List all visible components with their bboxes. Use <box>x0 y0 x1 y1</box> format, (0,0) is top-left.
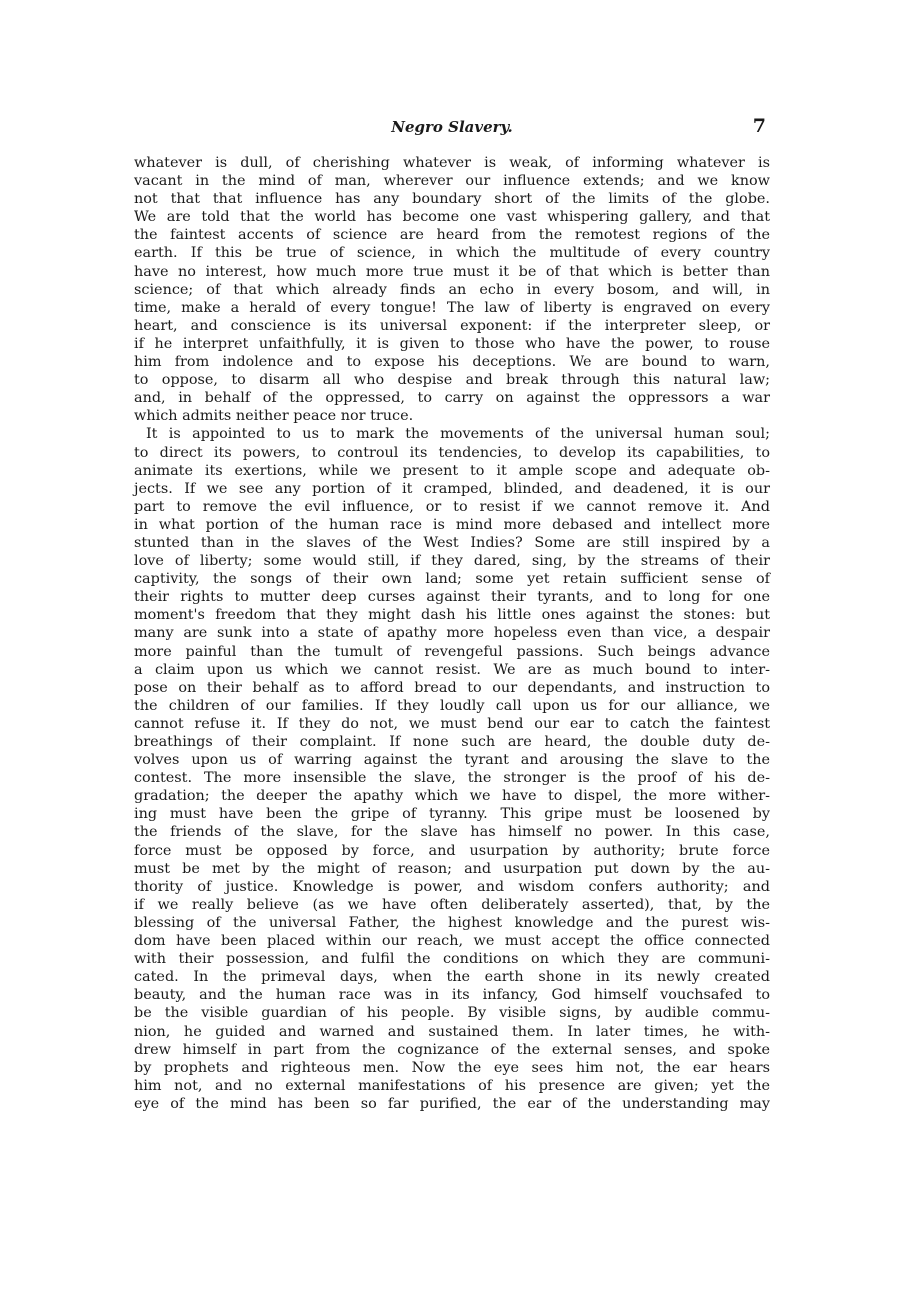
running-title: Negro Slavery. <box>391 118 513 136</box>
text-line: science; of that which already finds an echo in every bosom, and will, in <box>134 281 770 298</box>
book-page <box>134 115 770 1113</box>
text-line: the children of our families. If they loudly call upon us for our alliance, we <box>134 697 770 714</box>
text-line: cannot refuse it. If they do not, we must bend our ear to catch the faintest <box>134 715 770 732</box>
text-line: part to remove the evil influence, or to resist if we cannot remove it. And <box>134 498 770 515</box>
text-line: breathings of their complaint. If none such are heard, the double duty de- <box>134 734 770 750</box>
text-line: moment's freedom that they might dash his little ones against the stones: but <box>134 607 770 624</box>
text-line: their rights to mutter deep curses against their tyrants, and to long for one <box>134 589 770 606</box>
text-line: with their possession, and fulfil the conditions on which they are communi- <box>134 951 770 968</box>
paragraph <box>134 154 770 425</box>
text-line: a claim upon us which we cannot resist. We are as much bound to inter- <box>134 661 770 678</box>
text-line: him from indolence and to expose his deceptions. We are bound to warn, <box>134 354 770 371</box>
text-line: not that that influence has any boundary short of the limits of the globe. <box>134 191 770 208</box>
text-line: the faintest accents of science are heard from the remotest regions of the <box>134 227 770 244</box>
text-line: have no interest, how much more true must it be of that which is better than <box>134 263 770 280</box>
text-line: more painful than the tumult of revengeful passions. Such beings advance <box>134 643 770 660</box>
text-line: pose on their behalf as to afford bread to our dependants, and instruction to <box>134 679 770 696</box>
text-line: in what portion of the human race is mind more debased and intellect more <box>134 516 770 533</box>
text-line: volves upon us of warring against the tyrant and arousing the slave to the <box>134 752 770 769</box>
text-line: dom have been placed within our reach, we must accept the office connected <box>134 933 770 950</box>
text-line: by prophets and righteous men. Now the eye sees him not, the ear hears <box>134 1059 770 1076</box>
text-line: if we really believe (as we have often deliberately asserted), that, by the <box>134 896 770 913</box>
page-number: 7 <box>752 115 766 137</box>
paragraph <box>134 425 770 1113</box>
text-line: contest. The more insensible the slave, the stronger is the proof of his de- <box>134 770 770 787</box>
text-line: which admits neither peace nor truce. <box>134 408 414 425</box>
text-line: time, make a herald of every tongue! The law of liberty is engraved on every <box>134 299 770 316</box>
text-line: eye of the mind has been so far purified, the ear of the understanding may <box>134 1095 770 1112</box>
text-line: many are sunk into a state of apathy more hopeless even than vice, a despair <box>134 625 770 642</box>
text-line: blessing of the universal Father, the highest knowledge and the purest wis- <box>134 914 770 931</box>
text-line: captivity, the songs of their own land; some yet retain sufficient sense of <box>134 571 770 588</box>
text-line: earth. If this be true of science, in which the multitude of every country <box>134 245 770 262</box>
text-line: vacant in the mind of man, wherever our influence extends; and we know <box>134 173 770 190</box>
text-line: cated. In the primeval days, when the earth shone in its newly created <box>134 969 770 986</box>
text-line: and, in behalf of the oppressed, to carry on against the oppressors a war <box>134 390 770 407</box>
text-line: heart, and conscience is its universal exponent: if the interpreter sleep, or <box>134 317 770 334</box>
text-line: jects. If we see any portion of it cramped, blinded, and deadened, it is our <box>134 480 770 497</box>
text-line: if he interpret unfaithfully, it is given to those who have the power, to rouse <box>134 335 770 352</box>
text-line: be the visible guardian of his people. By visible signs, by audible commu- <box>134 1005 770 1022</box>
text-line: force must be opposed by force, and usurpation by authority; brute force <box>134 842 770 859</box>
text-line: stunted than in the slaves of the West Indies? Some are still inspired by a <box>134 534 770 551</box>
text-line: We are told that the world has become one vast whispering gallery, and that <box>134 209 770 226</box>
text-line: the friends of the slave, for the slave has himself no power. In this case, <box>134 824 770 841</box>
text-line: beauty, and the human race was in its infancy, God himself vouchsafed to <box>134 987 770 1004</box>
text-line: him not, and no external manifestations of his presence are given; yet the <box>134 1077 770 1094</box>
text-line: to direct its powers, to controul its tendencies, to develop its capabilities, to <box>134 444 770 461</box>
text-line: gradation; the deeper the apathy which we have to dispel, the more wither- <box>134 788 770 805</box>
text-line: love of liberty; some would still, if they dared, sing, by the streams of their <box>134 553 770 570</box>
text-line: animate its exertions, while we present to it ample scope and adequate ob- <box>134 462 770 479</box>
text-line: nion, he guided and warned and sustained them. In later times, he with- <box>134 1023 770 1040</box>
text-line: drew himself in part from the cognizance of the external senses, and spoke <box>134 1041 770 1058</box>
text-line: to oppose, to disarm all who despise and break through this natural law; <box>134 372 770 389</box>
text-line: whatever is dull, of cherishing whatever is weak, of informing whatever is <box>134 155 770 171</box>
running-head <box>134 115 770 142</box>
text-line: It is appointed to us to mark the movements of the universal human soul; <box>146 426 770 443</box>
body-text <box>134 154 770 1113</box>
text-line: must be met by the might of reason; and usurpation put down by the au- <box>134 860 770 877</box>
text-line: thority of justice. Knowledge is power, and wisdom confers authority; and <box>134 878 770 895</box>
text-line: ing must have been the gripe of tyranny. This gripe must be loosened by <box>134 806 770 823</box>
